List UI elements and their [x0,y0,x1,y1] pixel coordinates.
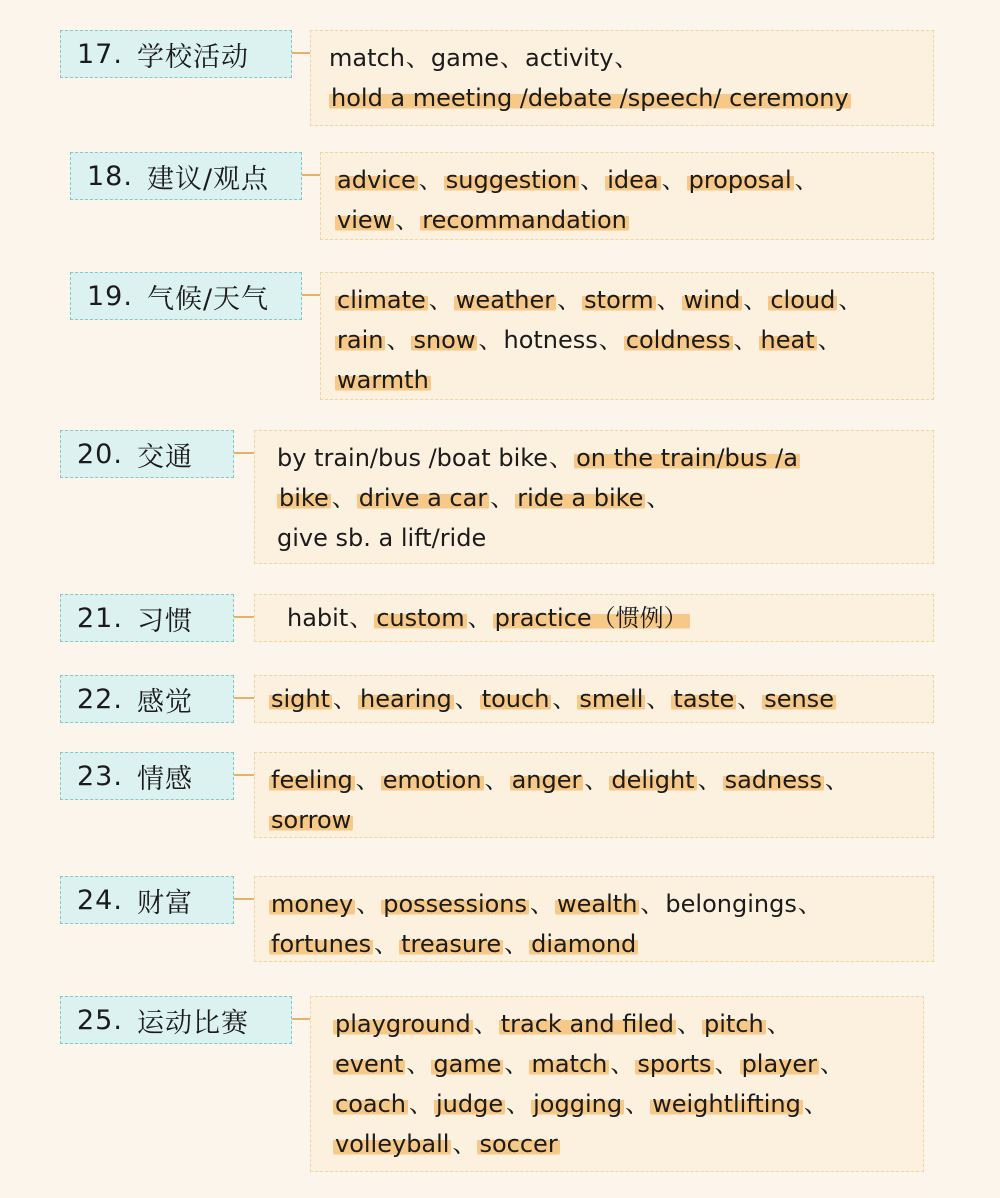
highlighted-term: cloud [770,286,836,314]
section-label [60,675,234,723]
section-title: 习惯 [136,605,193,637]
highlighted-term: jogging [533,1090,623,1118]
section-number: 17. [77,38,123,70]
separator: 、 [697,766,722,794]
term-line [335,200,919,240]
section-number: 25. [77,1004,123,1036]
highlighted-term: hold a meeting /debate /speech/ ceremony [331,84,849,112]
separator: 、 [598,326,623,354]
highlighted-term: wealth [557,890,638,918]
term: activity [525,44,614,72]
highlighted-term: on the train/bus /a [576,444,798,472]
highlighted-term: event [335,1050,404,1078]
term-line [329,78,919,118]
highlighted-term: volleyball [335,1130,450,1158]
separator: 、 [428,286,453,314]
separator: 、 [418,166,443,194]
separator: 、 [610,1050,635,1078]
separator: 、 [625,1090,650,1118]
highlighted-term: coach [335,1090,406,1118]
highlighted-term: bike [279,484,329,512]
separator: 、 [406,1050,431,1078]
separator: 、 [820,1050,845,1078]
separator: 、 [661,166,686,194]
highlighted-term: sorrow [271,806,352,834]
section-title: 交通 [136,441,193,473]
section-terms [254,876,934,962]
separator: 、 [646,484,671,512]
highlighted-term: suggestion [445,166,578,194]
term: belongings [665,890,797,918]
section-terms [254,430,934,564]
section-terms [320,152,934,240]
separator: 、 [656,286,681,314]
highlighted-term: pitch [704,1010,764,1038]
section-label [60,430,234,478]
section-title: 运动比赛 [136,1007,249,1039]
term-line [333,1044,909,1084]
highlighted-term: treasure [401,930,502,958]
section-terms [254,752,934,838]
section-number: 20. [77,438,123,470]
highlighted-term: wind [683,286,741,314]
section-terms [310,30,934,126]
highlighted-term: feeling [271,766,353,794]
separator: 、 [484,766,509,794]
separator: 、 [737,685,762,713]
term-line [333,1084,909,1124]
highlighted-term: rain [337,326,384,354]
highlighted-term: playground [335,1010,471,1038]
term-line [269,800,919,838]
term: give sb. a lift/ride [277,524,487,552]
section-label [60,876,234,924]
highlighted-term: sense [764,685,834,713]
term-line [335,280,919,320]
separator: 、 [817,326,842,354]
highlighted-term: game [433,1050,502,1078]
section-terms [254,675,934,723]
section-terms [310,996,924,1172]
separator: 、 [614,44,639,72]
highlighted-term: judge [436,1090,504,1118]
section-number: 21. [77,602,123,634]
highlighted-term: warmth [337,366,429,394]
highlighted-term: practice（惯例） [494,604,688,632]
separator: 、 [454,685,479,713]
term-line [333,1004,909,1044]
term: game [430,44,499,72]
highlighted-term: drive a car [358,484,488,512]
section-number: 18. [87,160,133,192]
separator: 、 [797,890,822,918]
separator: 、 [504,930,529,958]
highlighted-term: advice [337,166,416,194]
separator: 、 [473,1010,498,1038]
highlighted-term: anger [511,766,582,794]
term-line [333,1124,909,1164]
term-line [269,924,919,962]
section-label [60,30,292,78]
highlighted-term: fortunes [271,930,372,958]
separator: 、 [640,890,665,918]
highlighted-term: smell [579,685,644,713]
separator: 、 [825,766,850,794]
separator: 、 [409,1090,433,1118]
highlighted-term: sports [637,1050,712,1078]
separator: 、 [452,1130,477,1158]
separator: 、 [766,1010,791,1038]
separator: 、 [467,604,492,632]
highlighted-term: match [531,1050,608,1078]
section-number: 22. [77,683,123,715]
highlighted-term: hearing [360,685,452,713]
separator: 、 [504,1050,529,1078]
section-number: 19. [87,280,133,312]
separator: 、 [714,1050,739,1078]
separator: 、 [374,930,399,958]
section-terms [320,272,934,400]
highlighted-term: storm [584,286,654,314]
separator: 、 [646,685,671,713]
separator: 、 [333,685,358,713]
term-line [335,160,919,200]
term-line [335,320,919,360]
highlighted-term: diamond [531,930,637,958]
highlighted-term: track and filed [500,1010,675,1038]
highlighted-term: coldness [625,326,731,354]
highlighted-term: delight [611,766,695,794]
separator: 、 [355,766,380,794]
highlighted-term: taste [673,685,735,713]
term-line [277,478,919,518]
separator: 、 [794,166,819,194]
separator: 、 [478,326,503,354]
separator: 、 [733,326,758,354]
separator: 、 [386,326,411,354]
highlighted-term: ride a bike [517,484,644,512]
highlighted-term: sadness [724,766,823,794]
highlighted-term: view [337,206,393,234]
section-label [60,594,234,642]
section-number: 24. [77,884,123,916]
term-line [269,760,919,800]
separator: 、 [677,1010,702,1038]
section-title: 情感 [136,763,193,795]
highlighted-term: emotion [382,766,482,794]
term-line [287,598,919,638]
highlighted-term: idea [607,166,659,194]
term-line [269,679,919,719]
separator: 、 [405,44,430,72]
separator: 、 [552,685,577,713]
separator: 、 [331,484,356,512]
separator: 、 [356,890,381,918]
separator: 、 [743,286,768,314]
highlighted-term: recommandation [422,206,627,234]
highlighted-term: custom [376,604,465,632]
highlighted-term: touch [481,685,550,713]
section-title: 学校活动 [136,41,249,73]
term: hotness [503,326,598,354]
term-line [329,38,919,78]
highlighted-term: weightlifting [652,1090,801,1118]
term: habit [287,604,349,632]
section-title: 建议/观点 [146,163,270,195]
separator: 、 [580,166,605,194]
separator: 、 [506,1090,531,1118]
section-label [70,152,302,200]
separator: 、 [395,206,420,234]
separator: 、 [490,484,515,512]
term-line [269,884,919,924]
separator: 、 [584,766,609,794]
separator: 、 [349,604,374,632]
term-line [277,518,919,558]
highlighted-term: climate [337,286,426,314]
section-label [60,996,292,1044]
highlighted-term: soccer [479,1130,558,1158]
term-line [335,360,919,400]
term-line [277,438,919,478]
highlighted-term: sight [271,685,331,713]
section-title: 气候/天气 [146,283,270,315]
separator: 、 [530,890,555,918]
separator: 、 [500,44,524,72]
section-label [60,752,234,800]
term: match [329,44,405,72]
highlighted-term: player [741,1050,818,1078]
highlighted-term: weather [455,286,555,314]
highlighted-term: snow [413,326,476,354]
highlighted-term: possessions [383,890,528,918]
separator: 、 [803,1090,828,1118]
separator: 、 [838,286,863,314]
section-label [70,272,302,320]
separator: 、 [557,286,582,314]
section-title: 财富 [136,887,193,919]
section-number: 23. [77,760,123,792]
highlighted-term: heat [760,326,815,354]
highlighted-term: proposal [688,166,792,194]
section-terms [254,594,934,642]
section-title: 感觉 [136,686,193,718]
term: by train/bus /boat bike [277,444,549,472]
highlighted-term: money [271,890,354,918]
separator: 、 [549,444,574,472]
